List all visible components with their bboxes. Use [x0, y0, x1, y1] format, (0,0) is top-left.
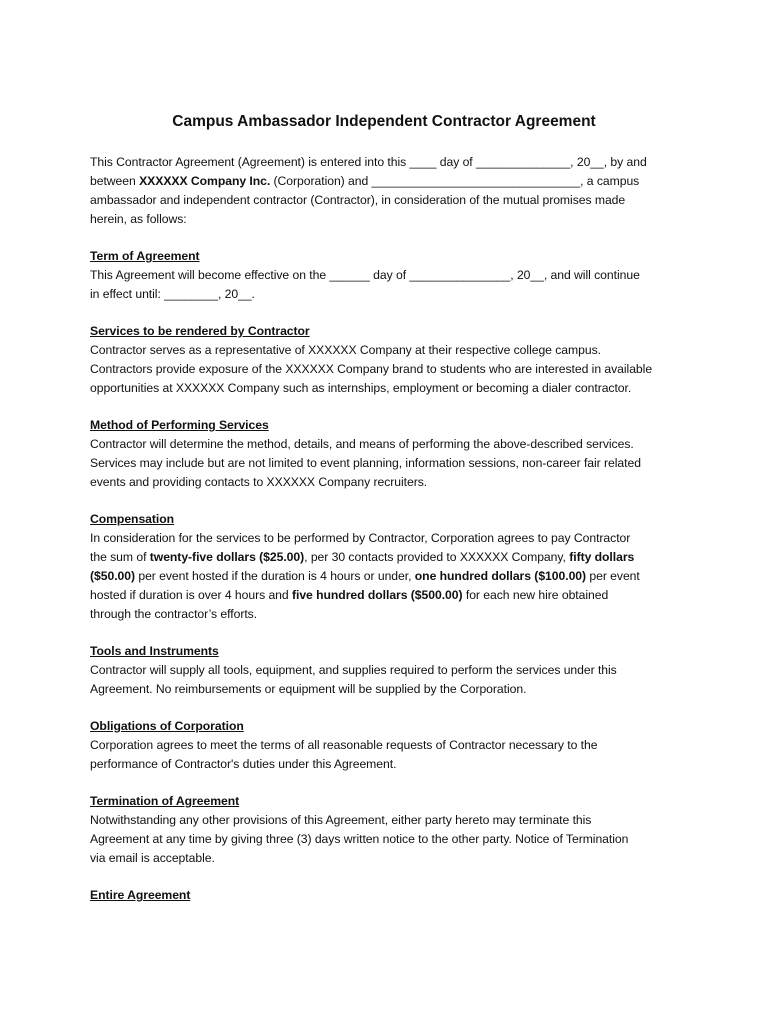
company-name: XXXXXX Company Inc. [139, 174, 271, 188]
text-line: through the contractor’s efforts. [90, 607, 258, 621]
text-run: for each new hire obtained [462, 588, 609, 602]
intro-line [90, 172, 690, 191]
intro-line: This Contractor Agreement (Agreement) is entered into this ____ day of ______________, 20__, by and [90, 155, 647, 169]
text-line: opportunities at XXXXXX Company such as internships, employment or becoming a dialer contractor. [90, 381, 632, 395]
section-paragraph [90, 661, 690, 699]
text-line: Notwithstanding any other provisions of this Agreement, either party hereto may terminate this [90, 813, 592, 827]
section-heading: Term of Agreement [90, 249, 200, 263]
intro-line: ambassador and independent contractor (Contractor), in consideration of the mutual promises made [90, 193, 626, 207]
section-obligations [90, 717, 690, 774]
section-paragraph [90, 811, 690, 868]
text-line: events and providing contacts to XXXXXX Company recruiters. [90, 475, 428, 489]
text-line: Corporation agrees to meet the terms of all reasonable requests of Contractor necessary to the [90, 738, 598, 752]
section-heading: Method of Performing Services [90, 418, 269, 432]
intro-text: between [90, 174, 140, 188]
intro-paragraph [90, 153, 690, 229]
text-run: per event [586, 569, 640, 583]
text-line: In consideration for the services to be performed by Contractor, Corporation agrees to pay Contractor [90, 531, 631, 545]
section-term [90, 247, 690, 304]
text-line: Contractors provide exposure of the XXXXXX Company brand to students who are interested in available [90, 362, 653, 376]
text-line: Contractor serves as a representative of XXXXXX Company at their respective college campus. [90, 343, 601, 357]
text-line: Contractor will supply all tools, equipment, and supplies required to perform the services under this [90, 663, 617, 677]
amount-bold: fifty dollars [569, 550, 635, 564]
document-body [90, 153, 690, 905]
text-line: via email is acceptable. [90, 851, 215, 865]
text-line: performance of Contractor's duties under this Agreement. [90, 757, 397, 771]
section-heading: Obligations of Corporation [90, 719, 244, 733]
document-title: Campus Ambassador Independent Contractor Agreement [172, 113, 596, 130]
section-tools [90, 642, 690, 699]
section-heading: Compensation [90, 512, 175, 526]
section-heading: Services to be rendered by Contractor [90, 324, 310, 338]
section-services [90, 322, 690, 398]
text-line [90, 567, 690, 586]
section-entire [90, 886, 690, 905]
section-paragraph [90, 736, 690, 774]
text-line: Agreement. No reimbursements or equipment will be supplied by the Corporation. [90, 682, 527, 696]
text-run: , per 30 contacts provided to XXXXXX Company, [304, 550, 570, 564]
section-paragraph [90, 435, 690, 492]
text-line: Contractor will determine the method, details, and means of performing the above-described services. [90, 437, 634, 451]
text-run: hosted if duration is over 4 hours and [90, 588, 292, 602]
section-heading: Tools and Instruments [90, 644, 219, 658]
intro-line: herein, as follows: [90, 212, 187, 226]
text-line [90, 548, 690, 567]
text-line: in effect until: ________, 20__. [90, 287, 255, 301]
amount-bold: five hundred dollars ($500.00) [291, 588, 463, 602]
text-run: per event hosted if the duration is 4 hours or under, [135, 569, 415, 583]
text-line [90, 586, 690, 605]
section-paragraph [90, 529, 690, 624]
amount-bold: one hundred dollars ($100.00) [414, 569, 587, 583]
amount-bold: ($50.00) [90, 569, 135, 583]
amount-bold: twenty-five dollars ($25.00) [149, 550, 305, 564]
section-method [90, 416, 690, 492]
intro-text: (Corporation) and _______________________________, a campus [270, 174, 640, 188]
section-heading: Termination of Agreement [90, 794, 240, 808]
section-compensation [90, 510, 690, 624]
section-termination [90, 792, 690, 868]
section-paragraph [90, 341, 690, 398]
text-line: This Agreement will become effective on the ______ day of _______________, 20__, and will continue [90, 268, 640, 282]
text-run: the sum of [90, 550, 150, 564]
section-paragraph [90, 266, 690, 304]
section-heading: Entire Agreement [90, 888, 191, 902]
text-line: Services may include but are not limited to event planning, information sessions, non-career fair related [90, 456, 641, 470]
text-line: Agreement at any time by giving three (3) days written notice to the other party. Notice of Termination [90, 832, 629, 846]
